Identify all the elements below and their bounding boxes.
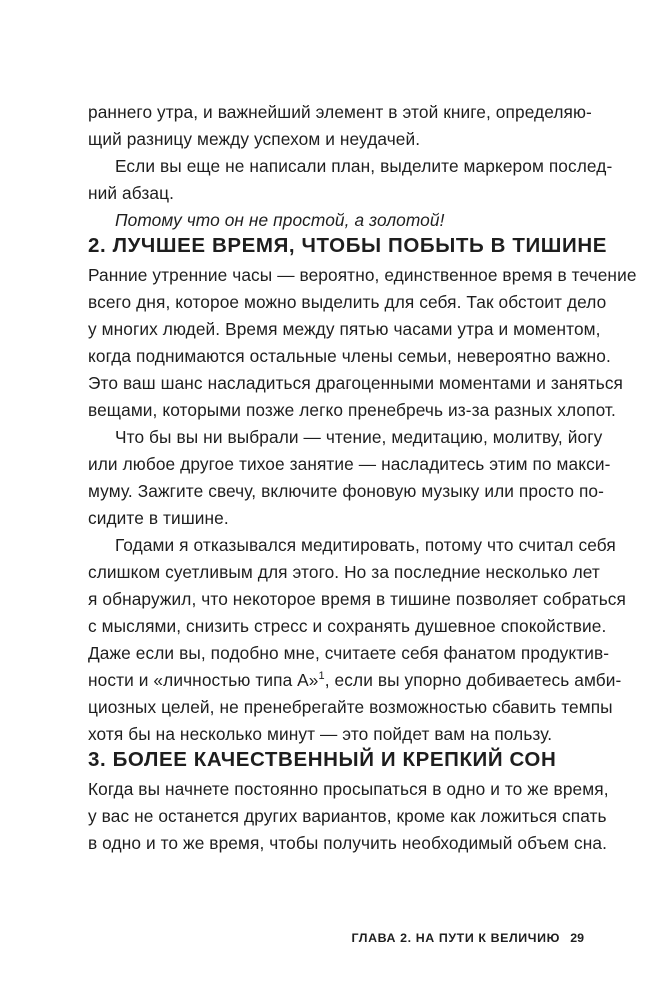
page-number: 29 (570, 931, 584, 945)
body-line: или любое другое тихое занятие — насладитесь этим по макси- (88, 454, 611, 474)
body-line: Когда вы начнете постоянно просыпаться в одно и то же время, (88, 779, 609, 799)
body-text: , если вы упорно добиваетесь амби- (324, 670, 622, 690)
body-line: хотя бы на несколько минут — это пойдет вам на пользу. (88, 724, 553, 744)
body-text: ности и «личностью типа А» (88, 670, 319, 690)
body-line: вещами, которыми позже легко пренебречь из-за разных хлопот. (88, 400, 616, 420)
body-line: Это ваш шанс насладиться драгоценными моментами и заняться (88, 373, 624, 393)
body-line (88, 668, 621, 692)
footnote-ref[interactable]: 1 (318, 670, 325, 683)
body-line: Даже если вы, подобно мне, считаете себя фанатом продуктив- (88, 643, 610, 663)
body-line-italic: Потому что он не простой, а золотой! (115, 210, 445, 230)
body-line: ний абзац. (88, 183, 175, 203)
body-line: Годами я отказывался медитировать, потому что считал себя (115, 535, 616, 555)
body-line: в одно и то же время, чтобы получить необходимый объем сна. (88, 833, 607, 853)
body-line: у вас не останется других вариантов, кроме как ложиться спать (88, 806, 607, 826)
body-line: циозных целей, не пренебрегайте возможностью сбавить темпы (88, 697, 613, 717)
section-heading: 3. БОЛЕЕ КАЧЕСТВЕННЫЙ И КРЕПКИЙ СОН (88, 748, 557, 771)
section-heading: 2. ЛУЧШЕЕ ВРЕМЯ, ЧТОБЫ ПОБЫТЬ В ТИШИНЕ (88, 234, 607, 257)
body-line: я обнаружил, что некоторое время в тишине позволяет собраться (88, 589, 626, 609)
body-line: у многих людей. Время между пятью часами утра и моментом, (88, 319, 601, 339)
body-line: Если вы еще не написали план, выделите маркером послед- (115, 156, 613, 176)
body-line: Что бы вы ни выбрали — чтение, медитацию, молитву, йогу (115, 427, 603, 447)
body-line: слишком суетливым для этого. Но за последние несколько лет (88, 562, 600, 582)
running-head: ГЛАВА 2. НА ПУТИ К ВЕЛИЧИЮ (351, 931, 560, 945)
body-line: сидите в тишине. (88, 508, 229, 528)
body-line: всего дня, которое можно выделить для себя. Так обстоит дело (88, 292, 607, 312)
body-line: когда поднимаются остальные члены семьи, невероятно важно. (88, 346, 611, 366)
body-line: раннего утра, и важнейший элемент в этой книге, определяю- (88, 102, 592, 122)
body-line: Ранние утренние часы — вероятно, единственное время в течение (88, 265, 637, 285)
body-line: с мыслями, снизить стресс и сохранять душевное спокойствие. (88, 616, 607, 636)
body-line: щий разницу между успехом и неудачей. (88, 129, 421, 149)
body-line: муму. Зажгите свечу, включите фоновую музыку или просто по- (88, 481, 604, 501)
